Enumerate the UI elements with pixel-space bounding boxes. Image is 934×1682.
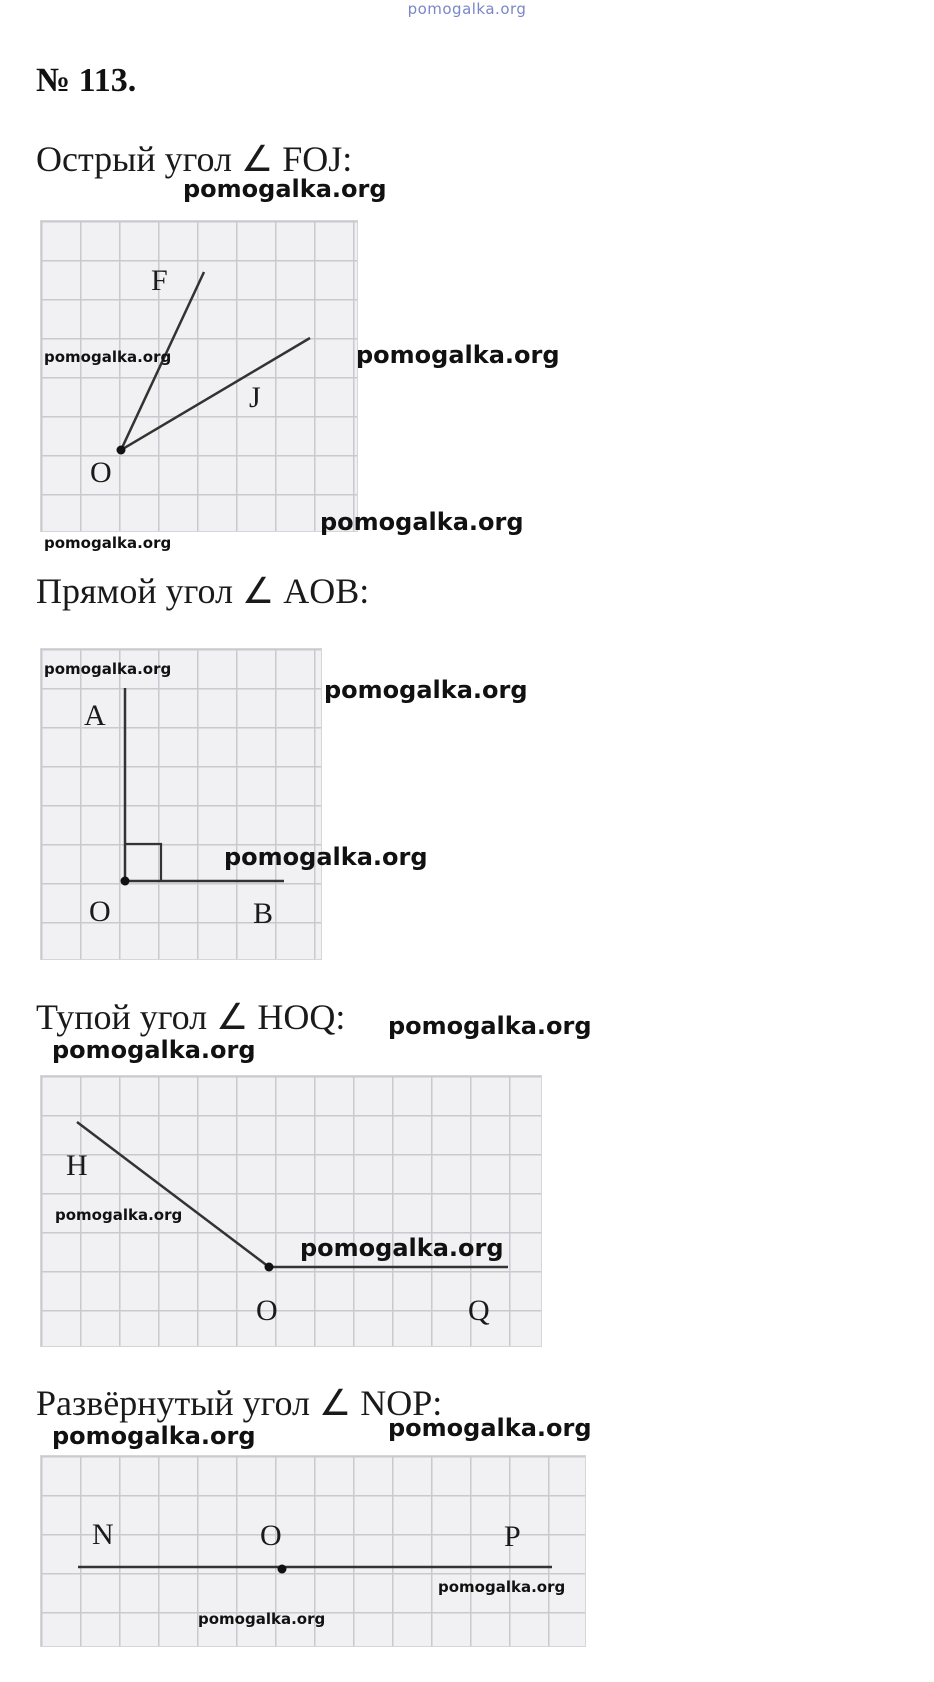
watermark: pomogalka.org bbox=[300, 1234, 504, 1262]
right-angle-mark bbox=[125, 844, 161, 881]
label-n: N bbox=[92, 1518, 114, 1551]
watermark: pomogalka.org bbox=[44, 348, 172, 366]
label-o: O bbox=[90, 456, 112, 489]
acute-angle-heading: Острый угол ∠ FOJ: bbox=[36, 139, 353, 179]
obtuse-angle-heading: Тупой угол ∠ HOQ: bbox=[36, 997, 346, 1037]
right-angle-heading: Прямой угол ∠ AOB: bbox=[36, 571, 370, 611]
watermark: pomogalka.org bbox=[183, 175, 387, 203]
label-o: O bbox=[256, 1294, 278, 1327]
watermark: pomogalka.org bbox=[324, 676, 528, 704]
watermark: pomogalka.org bbox=[438, 1578, 566, 1596]
acute-angle-figure bbox=[40, 220, 356, 530]
label-a: A bbox=[84, 699, 106, 732]
label-b: B bbox=[253, 897, 274, 930]
ray-oh bbox=[77, 1122, 269, 1267]
watermark: pomogalka.org bbox=[388, 1012, 592, 1040]
watermark: pomogalka.org bbox=[44, 660, 172, 678]
watermark: pomogalka.org bbox=[55, 1206, 183, 1224]
vertex-point bbox=[278, 1565, 287, 1574]
watermark: pomogalka.org bbox=[388, 1414, 592, 1442]
label-h: H bbox=[66, 1149, 88, 1182]
site-watermark-header: pomogalka.org bbox=[407, 0, 527, 18]
label-o: O bbox=[89, 895, 111, 928]
label-f: F bbox=[151, 264, 168, 297]
vertex-point bbox=[117, 446, 126, 455]
label-q: Q bbox=[468, 1294, 490, 1327]
watermark: pomogalka.org bbox=[44, 534, 172, 552]
vertex-point bbox=[265, 1263, 274, 1272]
watermark: pomogalka.org bbox=[52, 1036, 256, 1064]
task-number: № 113. bbox=[36, 62, 137, 99]
label-j: J bbox=[249, 381, 261, 414]
vertex-point bbox=[121, 877, 130, 886]
watermark: pomogalka.org bbox=[356, 341, 560, 369]
straight-angle-heading: Развёрнутый угол ∠ NOP: bbox=[36, 1383, 443, 1423]
watermark: pomogalka.org bbox=[224, 843, 428, 871]
right-angle-figure bbox=[40, 648, 320, 958]
label-p: P bbox=[504, 1520, 521, 1553]
watermark: pomogalka.org bbox=[198, 1610, 326, 1628]
watermark: pomogalka.org bbox=[52, 1422, 256, 1450]
label-o: O bbox=[260, 1519, 282, 1552]
watermark: pomogalka.org bbox=[320, 508, 524, 536]
